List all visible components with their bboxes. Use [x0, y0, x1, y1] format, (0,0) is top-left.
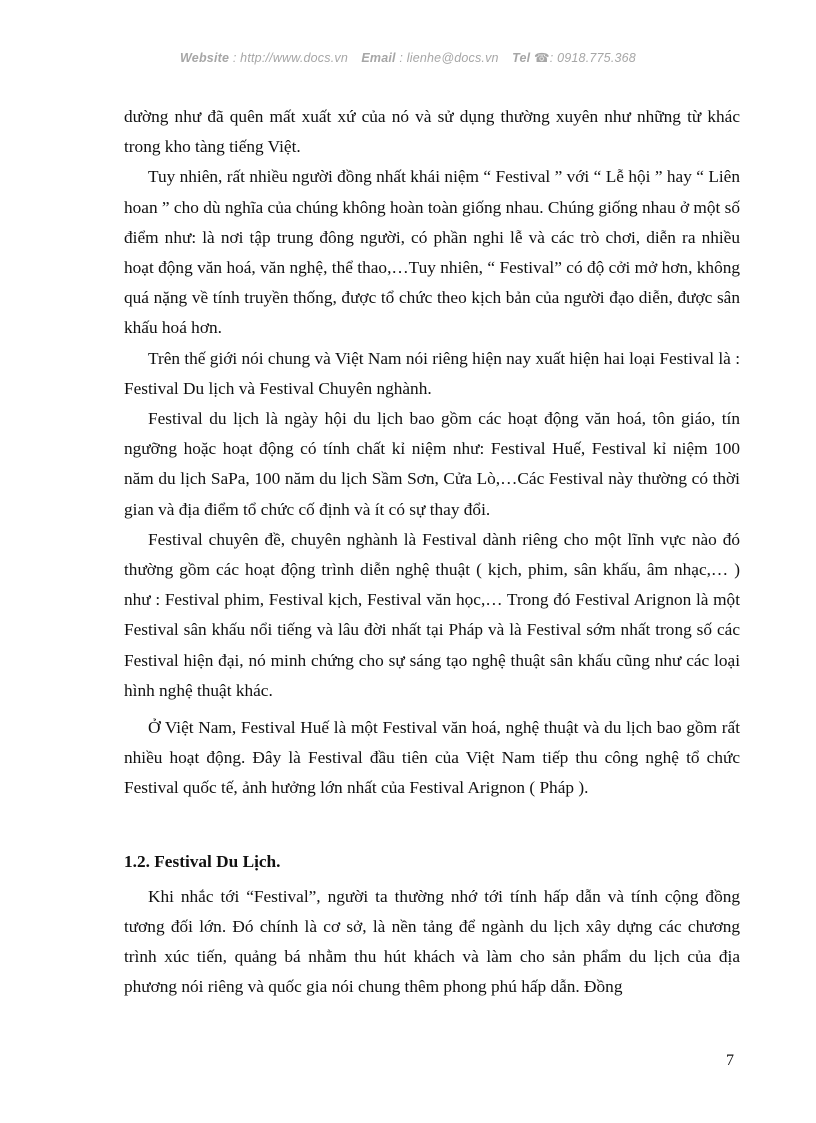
phone-icon: ☎ — [533, 51, 550, 65]
document-body — [124, 102, 740, 1003]
email-label: Email — [361, 51, 396, 65]
paragraph-7: Khi nhắc tới “Festival”, người ta thường nhớ tới tính hấp dẫn và tính cộng đồng tương đối lớn. Đó chính là cơ sở, là nền tảng để ngành du lịch xây dựng các chương trình xúc tiến, quảng bá nhằm thu hút khách và làm cho sản phẩm du lịch của địa phương nói riêng và quốc gia nói chung thêm phong phú hấp dẫn. Đồng — [124, 886, 740, 997]
page-header — [0, 50, 816, 65]
section-heading: 1.2. Festival Du Lịch. — [124, 851, 281, 871]
website-value: : http://www.docs.vn — [232, 51, 348, 65]
paragraph-1: dường như đã quên mất xuất xứ của nó và sử dụng thường xuyên như những từ khác trong kho tàng tiếng Việt. — [124, 107, 740, 157]
website-label: Website — [180, 51, 230, 65]
paragraph-6: Ở Việt Nam, Festival Huế là một Festival văn hoá, nghệ thuật và du lịch bao gồm rất nhiều hoạt động. Đây là Festival đầu tiên của Việt Nam tiếp thu công nghệ tổ chức Festival quốc tế, ảnh hưởng lớn nhất của Festival Arignon ( Pháp ). — [124, 718, 740, 798]
tel-value: : 0918.775.368 — [549, 51, 636, 65]
paragraph-4: Festival du lịch là ngày hội du lịch bao gồm các hoạt động văn hoá, tôn giáo, tín ngưỡng hoặc hoạt động có tính chất kỉ niệm như: Festival Huế, Festival kỉ niệm 100 năm du lịch SaPa, 100 năm du lịch Sầm Sơn, Cửa Lò,…Các Festival này thường có thời gian và địa điểm tổ chức cố định và ít có sự thay đổi. — [124, 409, 740, 519]
paragraph-5: Festival chuyên đề, chuyên nghành là Festival dành riêng cho một lĩnh vực nào đó thường gồm các hoạt động trình diễn nghệ thuật ( kịch, phim, sân khấu, âm nhạc,… ) như : Festival phim, Festival kịch, Festival văn học,… Trong đó Festival Arignon là một Festival sân khấu nổi tiếng và lâu đời nhất tại Pháp và là Festival sớm nhất trong số các Festival hiện đại, nó minh chứng cho sự sáng tạo nghệ thuật sân khấu cũng như các loại hình nghệ thuật khác. — [124, 529, 740, 700]
page-number: 7 — [726, 1052, 734, 1069]
tel-label: Tel — [512, 51, 531, 65]
paragraph-2: Tuy nhiên, rất nhiều người đồng nhất khái niệm “ Festival ” với “ Lễ hội ” hay “ Liên hoan ” cho dù nghĩa của chúng không hoàn toàn giống nhau. Chúng giống nhau ở một số điểm như: là nơi tập trung đông người, có phần nghi lễ và các trò chơi, diễn ra nhiều hoạt động văn hoá, văn nghệ, thể thao,…Tuy nhiên, “ Festival” có độ cởi mở hơn, không quá nặng về tính truyền thống, được tổ chức theo kịch bản của người đạo diễn, được sân khấu hoá hơn. — [124, 167, 740, 338]
email-value: : lienhe@docs.vn — [399, 51, 499, 65]
paragraph-3: Trên thế giới nói chung và Việt Nam nói riêng hiện nay xuất hiện hai loại Festival là : Festival Du lịch và Festival Chuyên nghành. — [124, 348, 740, 398]
